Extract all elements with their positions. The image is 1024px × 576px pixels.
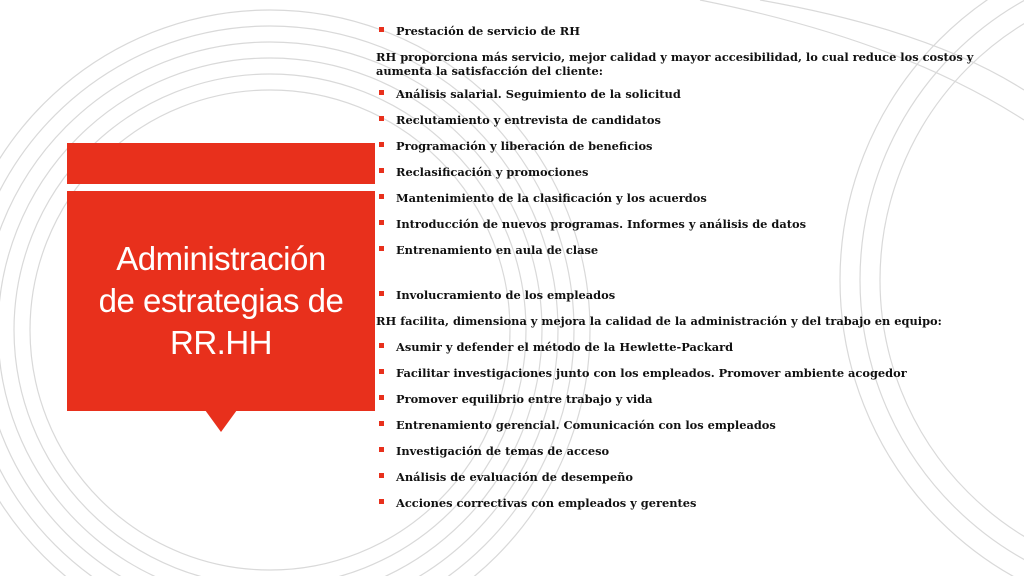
list-item-text: Entrenamiento gerencial. Comunicación con los empleados <box>396 418 776 432</box>
square-bullet-icon <box>379 168 384 173</box>
list-item-text: Involucramiento de los empleados <box>396 288 616 302</box>
list-item <box>376 444 976 458</box>
list-item-text: Reclutamiento y entrevista de candidatos <box>396 113 661 127</box>
square-bullet-icon <box>379 473 384 478</box>
square-bullet-icon <box>379 194 384 199</box>
list-item <box>376 165 976 179</box>
list-item <box>376 288 976 302</box>
list-item <box>376 496 976 510</box>
list-item-text: Reclasificación y promociones <box>396 165 589 179</box>
list-item-text: Asumir y defender el método de la Hewlette-Packard <box>396 340 734 354</box>
paragraph <box>376 314 976 328</box>
list-item <box>376 87 976 101</box>
square-bullet-icon <box>379 447 384 452</box>
list-item-text: Programación y liberación de beneficios <box>396 139 653 153</box>
list-item-text: Análisis salarial. Seguimiento de la solicitud <box>396 87 681 101</box>
paragraph <box>376 50 976 78</box>
square-bullet-icon <box>379 291 384 296</box>
list-item <box>376 139 976 153</box>
list-item <box>376 243 976 257</box>
list-item <box>376 392 976 406</box>
square-bullet-icon <box>379 142 384 147</box>
list-item-text: Introducción de nuevos programas. Informes y análisis de datos <box>396 217 807 231</box>
list-item <box>376 217 976 231</box>
title-panel-pointer <box>205 410 237 432</box>
square-bullet-icon <box>379 90 384 95</box>
list-item <box>376 340 976 354</box>
list-item <box>376 24 976 38</box>
list-item-text: Prestación de servicio de RH <box>396 24 580 38</box>
list-item <box>376 418 976 432</box>
title-panel <box>67 191 375 411</box>
list-item <box>376 366 976 380</box>
square-bullet-icon <box>379 246 384 251</box>
square-bullet-icon <box>379 421 384 426</box>
list-item-text: Investigación de temas de acceso <box>396 444 610 458</box>
square-bullet-icon <box>379 369 384 374</box>
square-bullet-icon <box>379 27 384 32</box>
paragraph-text: RH proporciona más servicio, mejor calidad y mayor accesibilidad, lo cual reduce los costos y aumenta la satisfacción del cliente: <box>376 50 974 78</box>
list-item-text: Mantenimiento de la clasificación y los acuerdos <box>396 191 707 205</box>
list-item-text: Facilitar investigaciones junto con los empleados. Promover ambiente acogedor <box>396 366 907 380</box>
list-item <box>376 191 976 205</box>
list-item-text: Acciones correctivas con empleados y gerentes <box>396 496 697 510</box>
list-item-text: Análisis de evaluación de desempeño <box>396 470 633 484</box>
slide-title: Administración de estrategias de RR.HH <box>98 240 344 361</box>
list-item <box>376 113 976 127</box>
square-bullet-icon <box>379 343 384 348</box>
list-item-text: Entrenamiento en aula de clase <box>396 243 599 257</box>
paragraph-text: RH facilita, dimensiona y mejora la calidad de la administración y del trabajo en equipo: <box>376 314 942 328</box>
title-accent-strip <box>67 143 375 184</box>
list-item-text: Promover equilibrio entre trabajo y vida <box>396 392 653 406</box>
square-bullet-icon <box>379 220 384 225</box>
content-list <box>376 24 976 510</box>
square-bullet-icon <box>379 395 384 400</box>
list-item <box>376 470 976 484</box>
square-bullet-icon <box>379 116 384 121</box>
square-bullet-icon <box>379 499 384 504</box>
